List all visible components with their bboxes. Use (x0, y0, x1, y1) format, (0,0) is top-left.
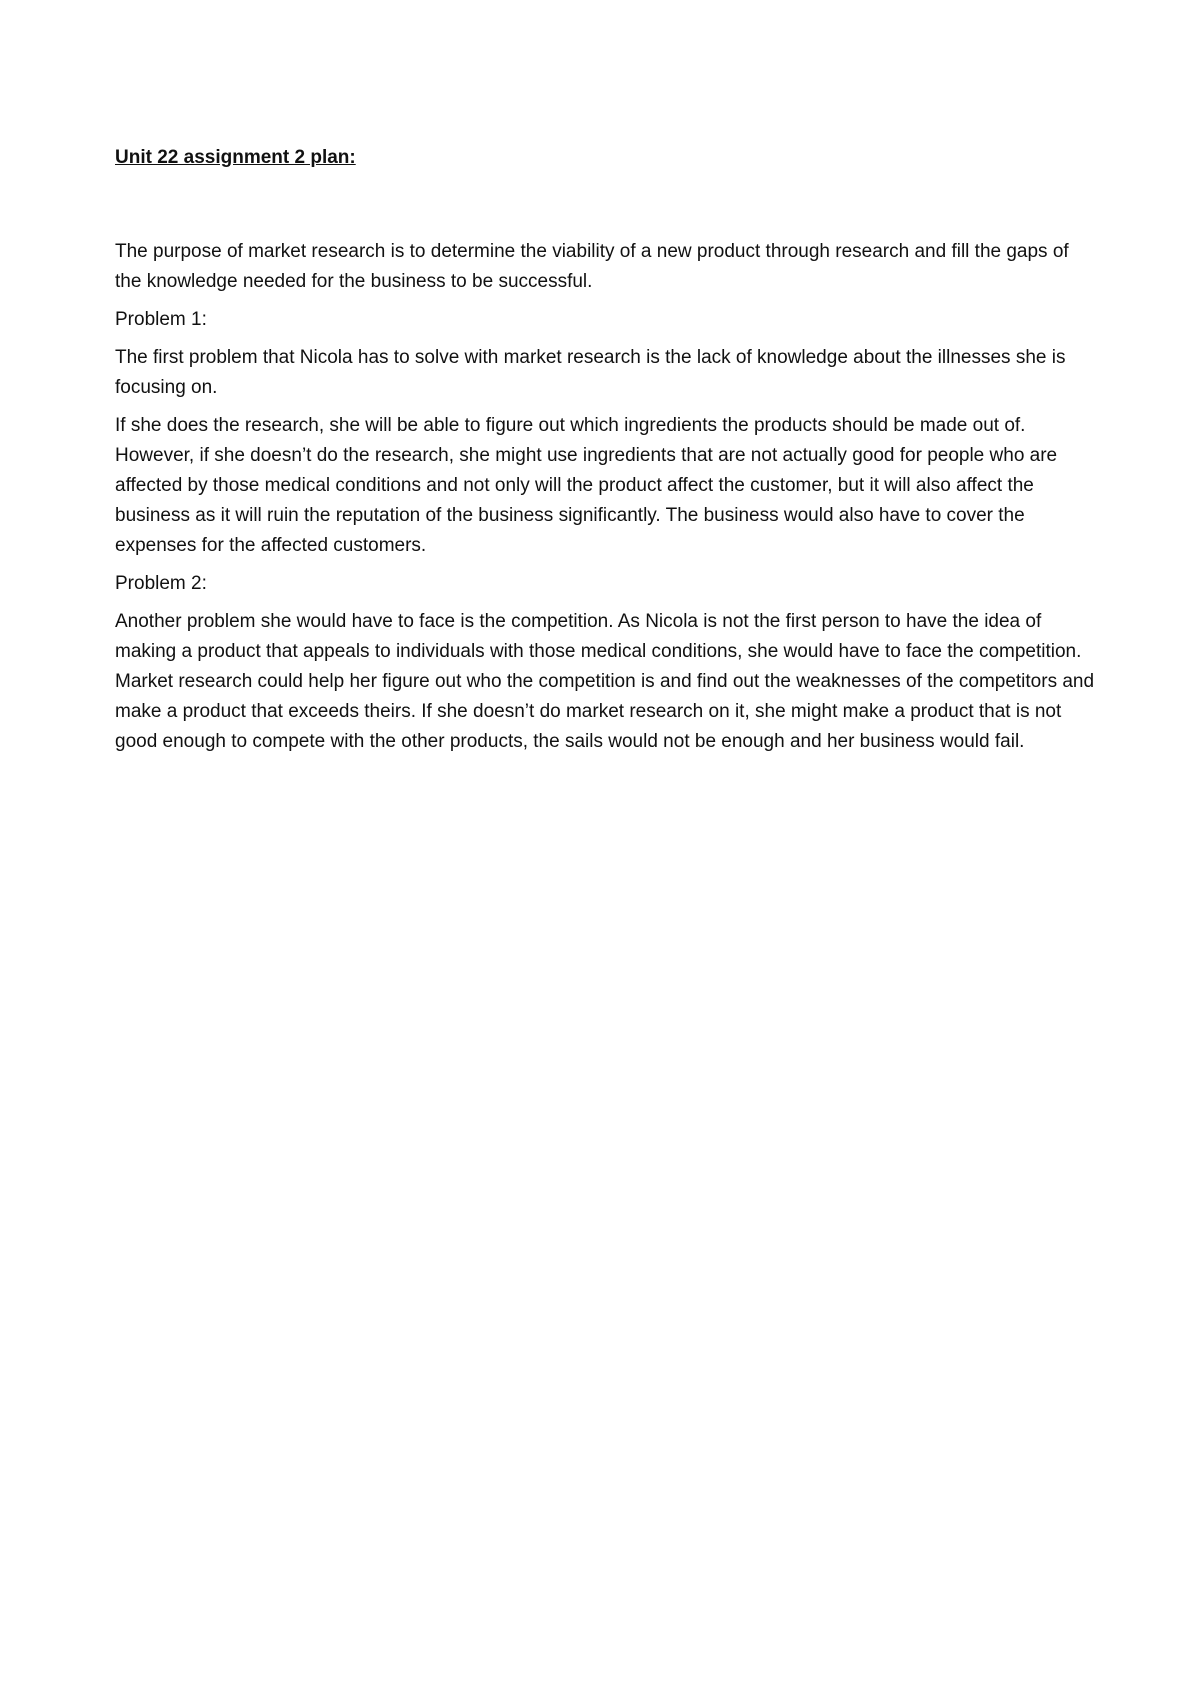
problem-1-paragraph-2: If she does the research, she will be able to figure out which ingredients the products should be made out of. However, if she doesn’t do the research, she might use ingredients that are not actually good for people who are affected by those medical conditions and not only will the product affect the customer, but it will also affect the business as it will ruin the reputation of the business significantly. The business would also have to cover the expenses for the affected customers. (115, 415, 1058, 556)
document-body (115, 143, 1095, 765)
problem-1-heading: Problem 1: (115, 309, 207, 330)
problem-2-paragraph-1: Another problem she would have to face is the competition. As Nicola is not the first person to have the idea of making a product that appeals to individuals with those medical conditions, she would have to face the competition. Market research could help her figure out who the competition is and find out the weaknesses of the competitors and make a product that exceeds theirs. If she doesn’t do market research on it, she might make a product that is not good enough to compete with the other products, the sails would not be enough and her business would fail. (115, 611, 1095, 752)
problem-1-paragraph-1: The first problem that Nicola has to solve with market research is the lack of knowledge about the illnesses she is focusing on. (115, 347, 1066, 398)
document-title: Unit 22 assignment 2 plan: (115, 147, 356, 168)
intro-paragraph: The purpose of market research is to determine the viability of a new product through research and fill the gaps of the knowledge needed for the business to be successful. (115, 241, 1069, 292)
problem-2-heading: Problem 2: (115, 573, 207, 594)
